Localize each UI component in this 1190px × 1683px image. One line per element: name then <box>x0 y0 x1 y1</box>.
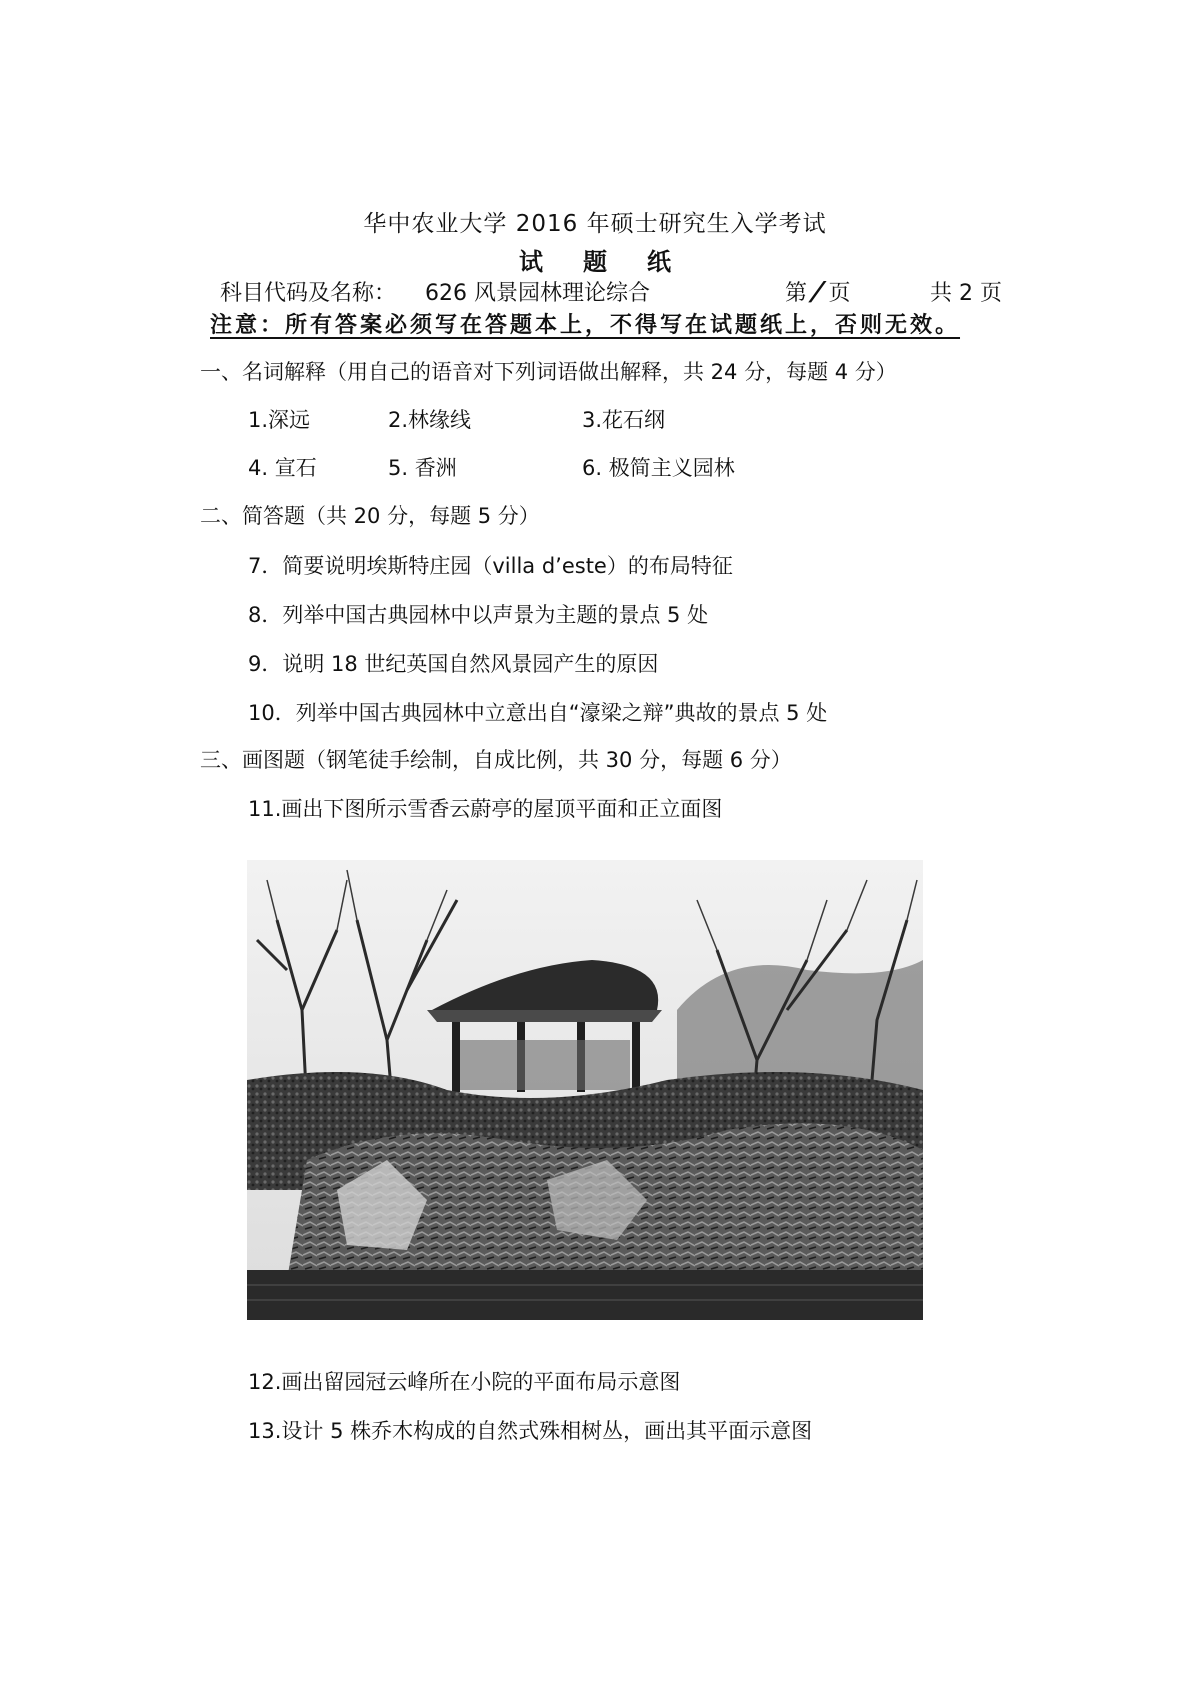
question-item: 7．简要说明埃斯特庄园（villa d’este）的布局特征 <box>248 554 733 578</box>
subject-name: 626 风景园林理论综合 <box>425 281 650 306</box>
page-total: 共 2 页 <box>930 281 1002 306</box>
question-item: 11.画出下图所示雪香云蔚亭的屋顶平面和正立面图 <box>248 797 723 821</box>
section-heading-3: 三、画图题（钢笔徒手绘制，自成比例，共 30 分，每题 6 分） <box>200 748 792 772</box>
question-item: 9．说明 18 世纪英国自然风景园产生的原因 <box>248 652 659 676</box>
question-item: 8．列举中国古典园林中以声景为主题的景点 5 处 <box>248 603 709 627</box>
section-heading-1: 一、名词解释（用自己的语音对下列词语做出解释，共 24 分，每题 4 分） <box>200 360 897 384</box>
notice-text: 注意：所有答案必须写在答题本上，不得写在试题纸上，否则无效。 <box>210 313 961 338</box>
section-heading-2: 二、简答题（共 20 分，每题 5 分） <box>200 504 540 528</box>
term-item: 6. 极简主义园林 <box>582 456 735 480</box>
question-item: 13.设计 5 株乔木构成的自然式殊相树丛，画出其平面示意图 <box>248 1419 813 1443</box>
page-current-handwritten: / <box>809 277 826 307</box>
page-unit: 页 <box>828 281 851 306</box>
term-item: 3.花石纲 <box>582 408 666 432</box>
subject-label: 科目代码及名称： <box>220 281 397 306</box>
term-item: 1.深远 <box>248 408 311 432</box>
term-item: 2.林缘线 <box>388 408 472 432</box>
page-prefix: 第 <box>785 281 808 306</box>
question-item: 12.画出留园冠云峰所在小院的平面布局示意图 <box>248 1370 681 1394</box>
pavilion-photo <box>247 860 923 1320</box>
exam-subtitle: 试题纸 <box>519 248 711 276</box>
exam-title: 华中农业大学 2016 年硕士研究生入学考试 <box>363 211 827 237</box>
question-item: 10．列举中国古典园林中立意出自“濠梁之辩”典故的景点 5 处 <box>248 701 828 725</box>
page-indicator <box>785 276 851 307</box>
term-item: 5. 香洲 <box>388 456 457 480</box>
term-item: 4. 宣石 <box>248 456 317 480</box>
